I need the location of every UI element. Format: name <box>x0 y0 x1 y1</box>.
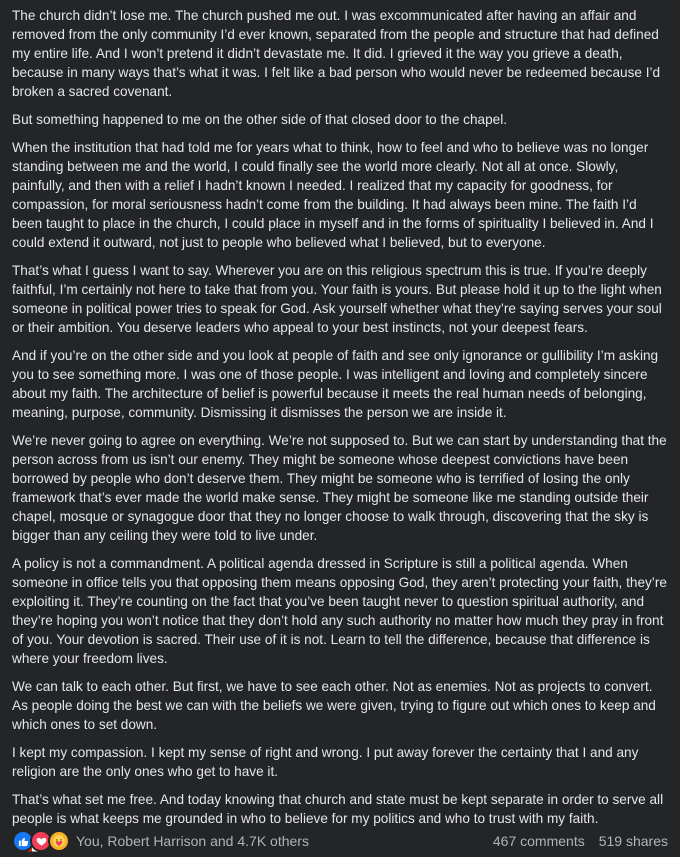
post-paragraph: That’s what set me free. And today knowing that church and state must be kept separate in order to serve all people is what keeps me grounded in who to believe for my politics and who to trust with my faith. <box>12 792 664 826</box>
post-paragraph: We’re never going to agree on everything. We’re not supposed to. But we can start by understanding that the person across from us isn’t our enemy. They might be someone whose deepest convictions have been borrowed by people who don’t deserve them. They might be someone who is terrified of losing the only framework that’s ever made the world make sense. They might be someone like me standing outside their chapel, mosque or synagogue door that they no longer choose to walk through, discovering that the sky is bigger than any ceiling they were told to live under. <box>12 433 667 543</box>
shares-count[interactable]: 519 shares <box>598 833 668 849</box>
post-paragraph: But something happened to me on the other side of that closed door to the chapel. <box>12 112 507 127</box>
post-paragraph: That’s what I guess I want to say. Wherever you are on this religious spectrum this is true. If you’re deeply faithful, I’m certainly not here to take that from you. Your faith is yours. But please hold it up to the light when someone in political power tries to speak for God. Ask yourself whether what they’re saying serves your soul or their ambition. You deserve leaders who appeal to your best instincts, not your deepest fears. <box>12 263 662 335</box>
care-icon <box>48 830 70 852</box>
post-paragraph: When the institution that had told me for years what to think, how to feel and who to believe was no longer standing between me and the world, I could finally see the world more clearly. Not all at once. Slowly, painfully, and then with a relief I hadn’t known I needed. I realized that my capacity for goodness, for compassion, for moral seriousness hadn’t come from the building. It had always been mine. The faith I’d been taught to place in the church, I could place in myself and in the forms of spirituality I believed in. And I could extend it outward, not just to people who believed what I believed, but to everyone. <box>12 140 654 250</box>
post-body <box>12 6 668 857</box>
post-paragraph: I kept my compassion. I kept my sense of right and wrong. I put away forever the certainty that I and any religion are the only ones who get to have it. <box>12 745 639 779</box>
post-paragraph: We can talk to each other. But first, we have to see each other. Not as enemies. Not as projects to convert. As people doing the best we can with the beliefs we were given, trying to figure out which ones to keep and which ones to set down. <box>12 679 656 732</box>
engagement-counts <box>493 833 668 849</box>
reactions-summary[interactable] <box>12 830 309 852</box>
post-paragraph: And if you’re on the other side and you look at people of faith and see only ignorance or gullibility I’m asking you to see something more. I was one of those people. I was intelligent and loving and completely sincere about my faith. The architecture of belief is powerful because it meets the real human needs of belonging, meaning, purpose, community. Dismissing it dismisses the person we are inside it. <box>12 348 659 420</box>
reaction-icons <box>12 830 70 852</box>
comments-count[interactable]: 467 comments <box>492 833 585 849</box>
post-paragraph: A policy is not a commandment. A political agenda dressed in Scripture is still a political agenda. When someone in office tells you that opposing them means opposing God, they aren’t protecting your faith, they’re exploiting it. They’re counting on the fact that you’ve been taught never to question spiritual authority, and they’re hoping you won’t notice that they don’t hold any such authority no matter how much they pray in front of you. Your devotion is sacred. Their use of it is not. Learn to tell the difference, because that difference is where your freedom lives. <box>12 556 667 666</box>
reactors-text[interactable]: You, Robert Harrison and 4.7K others <box>76 833 309 849</box>
post-paragraph: The church didn’t lose me. The church pushed me out. I was excommunicated after having an affair and removed from the only community I’d ever known, separated from the people and structure that had defined my entire life. And I won’t pretend it didn’t devastate me. It did. I grieved it the way you grieve a death, because in many ways that’s what it was. I felt like a bad person who would never be redeemed because I’d broken a sacred covenant. <box>12 8 661 99</box>
post-footer <box>12 826 668 856</box>
